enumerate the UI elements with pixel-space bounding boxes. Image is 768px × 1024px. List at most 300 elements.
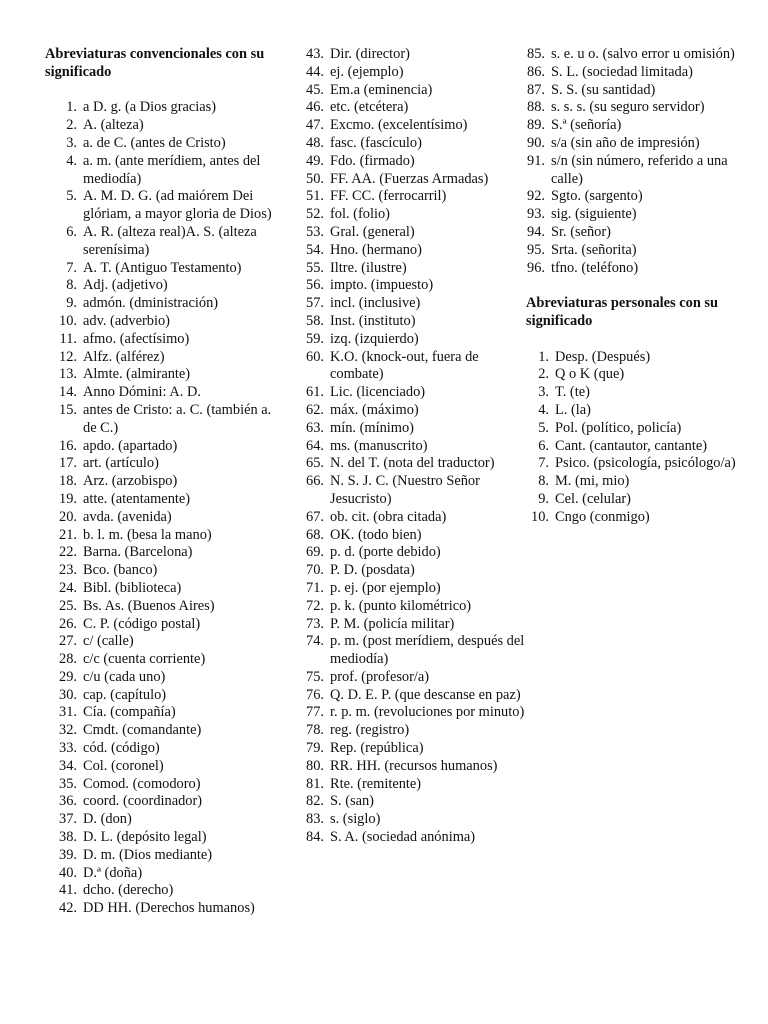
- list-item: [526, 153, 748, 189]
- item-number: 3.: [538, 384, 549, 401]
- list-item: [45, 811, 285, 829]
- list-item: [305, 171, 525, 189]
- item-number: 9.: [538, 490, 549, 507]
- item-number: 64.: [306, 437, 324, 454]
- list-item: [305, 704, 525, 722]
- item-text: a D. g. (a Dios gracias): [83, 99, 217, 116]
- item-text: p. m. (post merídiem, después del mediodía): [330, 633, 525, 668]
- item-number: 76.: [306, 686, 324, 703]
- item-number: 44.: [306, 63, 324, 80]
- list-item: [305, 740, 525, 758]
- item-text: N. S. J. C. (Nuestro Señor Jesucristo): [330, 473, 480, 507]
- item-text: máx. (máximo): [330, 401, 419, 418]
- list-item: [526, 99, 748, 117]
- item-text: Cmdt. (comandante): [83, 722, 202, 739]
- item-text: D.ª (doña): [83, 864, 143, 881]
- item-number: 20.: [59, 508, 77, 525]
- item-text: atte. (atentamente): [83, 490, 191, 507]
- item-text: izq. (izquierdo): [330, 330, 419, 347]
- item-number: 39.: [59, 846, 77, 863]
- item-text: coord. (coordinador): [83, 793, 203, 810]
- column-1: [45, 46, 285, 918]
- item-number: 69.: [306, 544, 324, 561]
- item-number: 49.: [306, 152, 324, 169]
- list-item: [45, 509, 285, 527]
- item-text: Dir. (director): [330, 46, 410, 62]
- item-number: 28.: [59, 651, 77, 668]
- item-number: 7.: [66, 259, 77, 276]
- item-number: 13.: [59, 366, 77, 383]
- list-item: [45, 491, 285, 509]
- item-number: 88.: [527, 99, 545, 116]
- item-text: fol. (folio): [330, 206, 390, 223]
- item-text: P. D. (posdata): [330, 562, 415, 579]
- item-text: Lic. (licenciado): [330, 384, 426, 401]
- item-text: S.ª (señoría): [551, 117, 622, 134]
- item-number: 27.: [59, 633, 77, 650]
- item-text: a. de C. (antes de Cristo): [83, 134, 226, 151]
- item-number: 38.: [59, 829, 77, 846]
- list-item: [305, 313, 525, 331]
- item-number: 24.: [59, 579, 77, 596]
- item-number: 43.: [306, 46, 324, 62]
- column-3: [526, 46, 748, 527]
- list-item: [526, 455, 748, 473]
- list-item: [305, 117, 525, 135]
- item-text: mín. (mínimo): [330, 419, 414, 436]
- item-text: ms. (manuscrito): [330, 437, 428, 454]
- list-item: [45, 153, 285, 189]
- list-item: [45, 900, 285, 918]
- item-text: Srta. (señorita): [551, 241, 637, 258]
- item-number: 71.: [306, 579, 324, 596]
- item-number: 73.: [306, 615, 324, 632]
- item-number: 47.: [306, 117, 324, 134]
- list-item: [305, 64, 525, 82]
- item-number: 10.: [531, 508, 549, 525]
- list-item: [45, 882, 285, 900]
- item-text: Desp. (Después): [555, 348, 651, 365]
- list-item: [305, 82, 525, 100]
- list-item: [45, 562, 285, 580]
- item-text: Bco. (banco): [83, 562, 158, 579]
- item-text: afmo. (afectísimo): [83, 330, 190, 347]
- list-item: [305, 598, 525, 616]
- item-number: 50.: [306, 170, 324, 187]
- list-item: [45, 473, 285, 491]
- item-text: apdo. (apartado): [83, 437, 178, 454]
- list-item: [305, 616, 525, 634]
- item-text: FF. AA. (Fuerzas Armadas): [330, 170, 489, 187]
- item-number: 81.: [306, 775, 324, 792]
- item-number: 70.: [306, 562, 324, 579]
- item-text: prof. (profesor/a): [330, 668, 430, 685]
- item-number: 42.: [59, 900, 77, 917]
- item-text: b. l. m. (besa la mano): [83, 526, 212, 543]
- item-number: 66.: [306, 473, 324, 490]
- list-item: [45, 224, 285, 260]
- list-item: [526, 260, 748, 278]
- item-number: 5.: [66, 188, 77, 205]
- item-text: dcho. (derecho): [83, 882, 174, 899]
- item-text: p. ej. (por ejemplo): [330, 579, 441, 596]
- item-number: 36.: [59, 793, 77, 810]
- item-number: 7.: [538, 455, 549, 472]
- item-number: 54.: [306, 241, 324, 258]
- list-item: [45, 687, 285, 705]
- item-number: 87.: [527, 81, 545, 98]
- item-text: D. m. (Dios mediante): [83, 846, 213, 863]
- item-number: 45.: [306, 81, 324, 98]
- list-item: [45, 865, 285, 883]
- item-text: DD HH. (Derechos humanos): [83, 900, 255, 917]
- item-text: Em.a (eminencia): [330, 81, 433, 98]
- item-number: 52.: [306, 206, 324, 223]
- item-number: 5.: [538, 419, 549, 436]
- item-number: 48.: [306, 134, 324, 151]
- list-item: [526, 491, 748, 509]
- item-number: 55.: [306, 259, 324, 276]
- list-item: [305, 473, 525, 509]
- item-text: Cía. (compañía): [83, 704, 176, 721]
- list-item: [305, 544, 525, 562]
- item-text: Q o K (que): [555, 366, 625, 383]
- item-text: Anno Dómini: A. D.: [83, 384, 201, 401]
- list-item: [305, 99, 525, 117]
- list-item: [526, 135, 748, 153]
- list-item: [45, 366, 285, 384]
- item-text: tfno. (teléfono): [551, 259, 639, 276]
- item-text: r. p. m. (revoluciones por minuto): [330, 704, 525, 721]
- list-item: [45, 99, 285, 117]
- item-text: Sgto. (sargento): [551, 188, 643, 205]
- list-item: [45, 349, 285, 367]
- list-item: [45, 829, 285, 847]
- list-item: [45, 598, 285, 616]
- item-number: 31.: [59, 704, 77, 721]
- item-number: 65.: [306, 455, 324, 472]
- item-text: FF. CC. (ferrocarril): [330, 188, 447, 205]
- list-item: [526, 206, 748, 224]
- item-number: 23.: [59, 562, 77, 579]
- item-text: etc. (etcétera): [330, 99, 409, 116]
- item-number: 95.: [527, 241, 545, 258]
- item-text: Col. (coronel): [83, 757, 164, 774]
- item-text: A. M. D. G. (ad maiórem Dei glóriam, a mayor gloria de Dios): [83, 188, 272, 223]
- item-text: art. (artículo): [83, 455, 159, 472]
- item-text: S. (san): [330, 793, 374, 810]
- list-item: [526, 509, 748, 527]
- item-text: c/c (cuenta corriente): [83, 651, 206, 668]
- list-item: [45, 544, 285, 562]
- item-number: 92.: [527, 188, 545, 205]
- item-text: ob. cit. (obra citada): [330, 508, 447, 525]
- item-text: fasc. (fascículo): [330, 134, 422, 151]
- list-item: [45, 793, 285, 811]
- list-item: [305, 46, 525, 64]
- list-item: [526, 188, 748, 206]
- item-text: Comod. (comodoro): [83, 775, 201, 792]
- item-number: 29.: [59, 668, 77, 685]
- item-number: 85.: [527, 46, 545, 62]
- item-text: P. M. (policía militar): [330, 615, 455, 632]
- item-number: 94.: [527, 223, 545, 240]
- list-item: [45, 776, 285, 794]
- list-item: [45, 633, 285, 651]
- list-item: [45, 740, 285, 758]
- item-number: 6.: [66, 223, 77, 240]
- abbreviation-list-personal: [526, 349, 748, 527]
- item-text: Cngo (conmigo): [555, 508, 650, 525]
- item-text: cód. (código): [83, 740, 160, 757]
- item-text: c/ (calle): [83, 633, 134, 650]
- list-item: [45, 455, 285, 473]
- list-item: [305, 687, 525, 705]
- item-number: 79.: [306, 740, 324, 757]
- item-number: 67.: [306, 508, 324, 525]
- list-item: [45, 651, 285, 669]
- list-item: [305, 224, 525, 242]
- list-item: [526, 402, 748, 420]
- list-item: [305, 562, 525, 580]
- list-item: [45, 616, 285, 634]
- item-number: 34.: [59, 757, 77, 774]
- item-text: C. P. (código postal): [83, 615, 201, 632]
- item-number: 37.: [59, 811, 77, 828]
- list-item: [526, 82, 748, 100]
- list-item: [305, 402, 525, 420]
- item-text: Alfz. (alférez): [83, 348, 165, 365]
- list-item: [305, 455, 525, 473]
- item-number: 33.: [59, 740, 77, 757]
- item-number: 68.: [306, 526, 324, 543]
- item-text: cap. (capítulo): [83, 686, 167, 703]
- item-text: sig. (siguiente): [551, 206, 637, 223]
- list-item: [305, 722, 525, 740]
- item-number: 4.: [66, 152, 77, 169]
- item-text: Barna. (Barcelona): [83, 544, 193, 561]
- item-text: s. (siglo): [330, 811, 381, 828]
- section-gap: [526, 277, 748, 295]
- item-number: 56.: [306, 277, 324, 294]
- item-number: 2.: [66, 117, 77, 134]
- item-number: 86.: [527, 63, 545, 80]
- item-text: Gral. (general): [330, 223, 415, 240]
- item-number: 93.: [527, 206, 545, 223]
- item-text: K.O. (knock-out, fuera de combate): [330, 348, 479, 383]
- list-item: [45, 847, 285, 865]
- list-item: [305, 384, 525, 402]
- list-item: [305, 758, 525, 776]
- item-number: 21.: [59, 526, 77, 543]
- list-item: [305, 349, 525, 385]
- list-item: [45, 438, 285, 456]
- item-number: 89.: [527, 117, 545, 134]
- item-number: 46.: [306, 99, 324, 116]
- item-text: p. k. (punto kilométrico): [330, 597, 472, 614]
- item-text: Sr. (señor): [551, 223, 611, 240]
- section-heading-conventional: Abreviaturas convencionales con su significado: [45, 46, 265, 80]
- item-number: 53.: [306, 223, 324, 240]
- list-item: [45, 527, 285, 545]
- item-text: Excmo. (excelentísimo): [330, 117, 468, 134]
- item-text: Q. D. E. P. (que descanse en paz): [330, 686, 521, 703]
- list-item: [526, 438, 748, 456]
- item-number: 17.: [59, 455, 77, 472]
- list-item: [45, 277, 285, 295]
- item-text: A. (alteza): [83, 117, 144, 134]
- item-text: s/n (sin número, referido a una calle): [551, 152, 728, 187]
- item-number: 35.: [59, 775, 77, 792]
- item-number: 1.: [538, 348, 549, 365]
- item-text: L. (la): [555, 401, 591, 418]
- item-text: N. del T. (nota del traductor): [330, 455, 495, 472]
- list-item: [305, 206, 525, 224]
- item-text: impto. (impuesto): [330, 277, 434, 294]
- column-2: [305, 46, 525, 847]
- abbreviation-list-conventional-part-1: [45, 99, 285, 918]
- item-text: p. d. (porte debido): [330, 544, 441, 561]
- list-item: [526, 64, 748, 82]
- list-item: [305, 260, 525, 278]
- item-text: S. A. (sociedad anónima): [330, 829, 476, 846]
- list-item: [526, 366, 748, 384]
- item-text: Iltre. (ilustre): [330, 259, 407, 276]
- item-number: 72.: [306, 597, 324, 614]
- list-item: [526, 242, 748, 260]
- list-item: [305, 811, 525, 829]
- item-text: D. (don): [83, 811, 132, 828]
- list-item: [305, 438, 525, 456]
- list-item: [45, 188, 285, 224]
- list-item: [305, 135, 525, 153]
- list-item: [305, 776, 525, 794]
- item-text: T. (te): [555, 384, 590, 401]
- item-text: Bs. As. (Buenos Aires): [83, 597, 215, 614]
- item-text: M. (mi, mio): [555, 473, 630, 490]
- item-text: Rte. (remitente): [330, 775, 422, 792]
- list-item: [305, 527, 525, 545]
- list-item: [305, 277, 525, 295]
- list-item: [45, 580, 285, 598]
- item-number: 30.: [59, 686, 77, 703]
- item-text: D. L. (depósito legal): [83, 829, 207, 846]
- item-number: 61.: [306, 384, 324, 401]
- item-text: adv. (adverbio): [83, 312, 170, 329]
- item-number: 91.: [527, 152, 545, 169]
- item-number: 60.: [306, 348, 324, 365]
- item-number: 59.: [306, 330, 324, 347]
- list-item: [305, 153, 525, 171]
- item-text: Adj. (adjetivo): [83, 277, 168, 294]
- item-number: 83.: [306, 811, 324, 828]
- item-number: 12.: [59, 348, 77, 365]
- item-text: Rep. (república): [330, 740, 424, 757]
- item-text: S. S. (su santidad): [551, 81, 656, 98]
- list-item: [526, 473, 748, 491]
- item-text: Fdo. (firmado): [330, 152, 415, 169]
- item-text: Psico. (psicología, psicólogo/a): [555, 455, 736, 472]
- list-item: [45, 402, 285, 438]
- list-item: [305, 242, 525, 260]
- item-number: 51.: [306, 188, 324, 205]
- section-heading-personal: Abreviaturas personales con su significado: [526, 295, 719, 329]
- list-item: [305, 829, 525, 847]
- item-number: 40.: [59, 864, 77, 881]
- list-item: [526, 420, 748, 438]
- item-text: avda. (avenida): [83, 508, 172, 525]
- item-text: s. e. u o. (salvo error u omisión): [551, 46, 735, 62]
- item-number: 2.: [538, 366, 549, 383]
- list-item: [526, 46, 748, 64]
- item-number: 96.: [527, 259, 545, 276]
- item-number: 77.: [306, 704, 324, 721]
- item-number: 41.: [59, 882, 77, 899]
- item-number: 15.: [59, 401, 77, 418]
- item-number: 78.: [306, 722, 324, 739]
- item-text: Almte. (almirante): [83, 366, 191, 383]
- item-number: 3.: [66, 134, 77, 151]
- item-number: 9.: [66, 295, 77, 312]
- item-text: RR. HH. (recursos humanos): [330, 757, 498, 774]
- list-item: [526, 117, 748, 135]
- abbreviation-list-conventional-part-2: [305, 46, 525, 847]
- item-text: A. T. (Antiguo Testamento): [83, 259, 242, 276]
- item-number: 90.: [527, 134, 545, 151]
- item-number: 82.: [306, 793, 324, 810]
- list-item: [305, 669, 525, 687]
- item-number: 16.: [59, 437, 77, 454]
- item-number: 6.: [538, 437, 549, 454]
- item-text: admón. (dministración): [83, 295, 219, 312]
- item-text: Inst. (instituto): [330, 312, 416, 329]
- list-item: [45, 758, 285, 776]
- item-text: s/a (sin año de impresión): [551, 134, 700, 151]
- item-text: S. L. (sociedad limitada): [551, 63, 693, 80]
- item-number: 58.: [306, 312, 324, 329]
- list-item: [305, 331, 525, 349]
- item-number: 80.: [306, 757, 324, 774]
- item-number: 32.: [59, 722, 77, 739]
- list-item: [45, 669, 285, 687]
- item-text: c/u (cada uno): [83, 668, 166, 685]
- list-item: [305, 509, 525, 527]
- list-item: [305, 793, 525, 811]
- item-number: 63.: [306, 419, 324, 436]
- list-item: [305, 633, 525, 669]
- list-item: [45, 704, 285, 722]
- item-number: 10.: [59, 312, 77, 329]
- item-number: 8.: [538, 473, 549, 490]
- list-item: [45, 260, 285, 278]
- item-text: antes de Cristo: a. C. (también a. de C.): [83, 401, 272, 436]
- list-item: [305, 295, 525, 313]
- item-number: 8.: [66, 277, 77, 294]
- item-number: 84.: [306, 829, 324, 846]
- item-text: Cant. (cantautor, cantante): [555, 437, 708, 454]
- list-item: [526, 224, 748, 242]
- item-number: 14.: [59, 384, 77, 401]
- list-item: [45, 722, 285, 740]
- list-item: [45, 313, 285, 331]
- list-item: [45, 384, 285, 402]
- item-number: 11.: [59, 330, 77, 347]
- list-item: [45, 295, 285, 313]
- item-number: 74.: [306, 633, 324, 650]
- list-item: [526, 384, 748, 402]
- item-text: Pol. (político, policía): [555, 419, 682, 436]
- item-text: OK. (todo bien): [330, 526, 422, 543]
